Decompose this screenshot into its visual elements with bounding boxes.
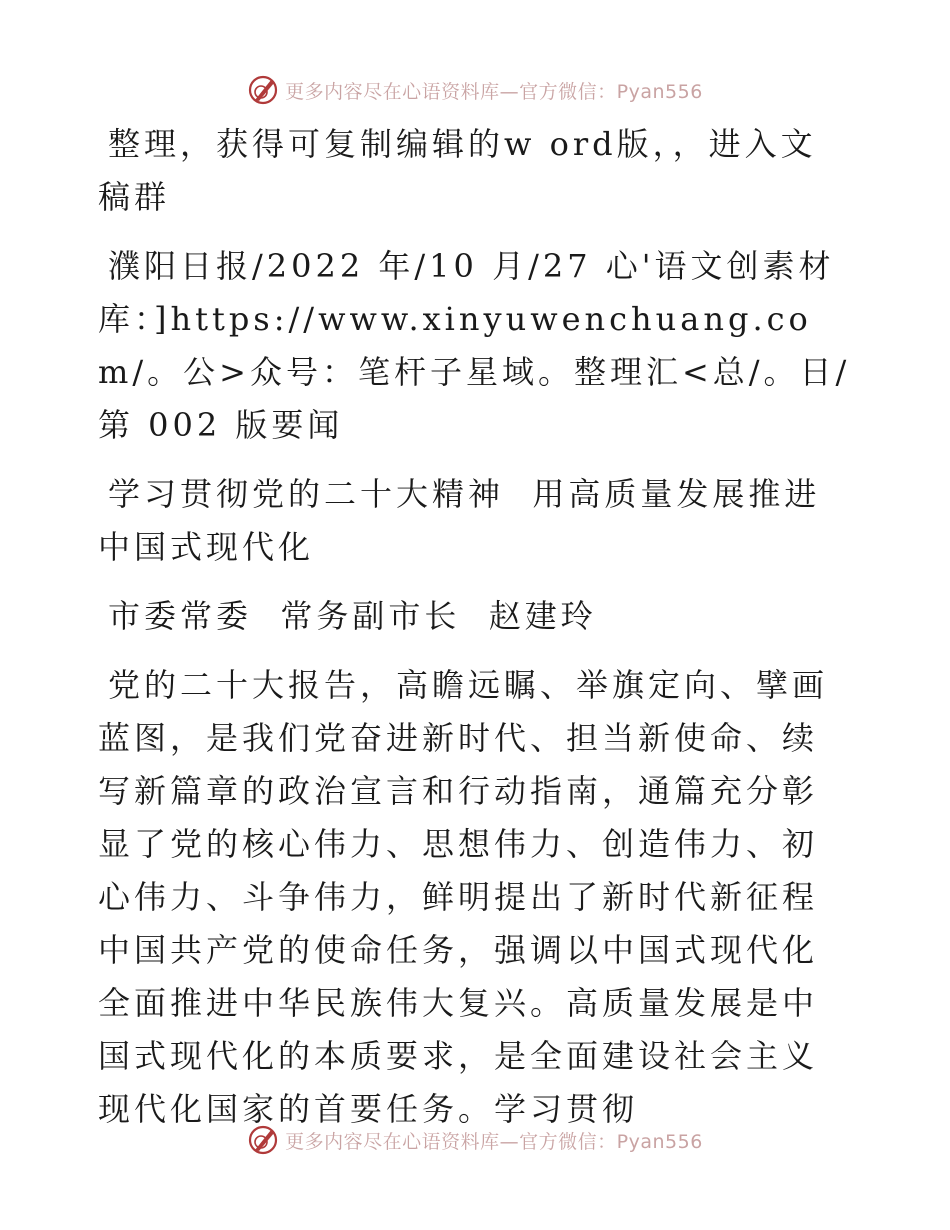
- paragraph-body: 党的二十大报告，高瞻远瞩、举旗定向、擘画蓝图，是我们党奋进新时代、担当新使命、续写新篇章的政治宣言和行动指南，通篇充分彰显了党的核心伟力、思想伟力、创造伟力、初心伟力、斗争伟力，鲜明提出了新时代新征程中国共产党的使命任务，强调以中国式现代化全面推进中华民族伟大复兴。高质量发展是中国式现代化的本质要求，是全面建设社会主义现代化国家的首要任务。学习贯彻: [98, 666, 829, 1128]
- watermark-footer: [0, 1120, 950, 1160]
- watermark-text: 更多内容尽在心语资料库—官方微信：Pyan556: [285, 1130, 703, 1153]
- article-author: 市委常委 常务副市长 赵建玲: [108, 597, 597, 635]
- document-body: [98, 118, 852, 1152]
- paragraph-intro: 整理，获得可复制编辑的w ord版，，进入文稿群: [98, 125, 817, 216]
- quill-logo-icon: [247, 74, 279, 106]
- paragraph-source: 濮阳日报/2022 年/10 月/27 心'语文创素材库：]https://www.xinyuwenchuang.com/。公>众号：笔杆子星域。整理汇<总/。日/第 002 版要闻: [98, 247, 851, 444]
- quill-logo-icon: [247, 1124, 279, 1156]
- watermark-text: 更多内容尽在心语资料库—官方微信：Pyan556: [285, 80, 703, 103]
- watermark-header: [0, 70, 950, 110]
- article-title: 学习贯彻党的二十大精神 用高质量发展推进中国式现代化: [98, 475, 821, 566]
